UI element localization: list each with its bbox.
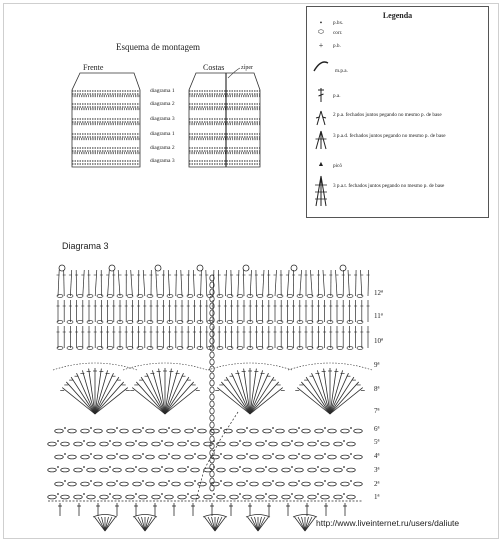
chart-title: Diagrama 3	[62, 241, 109, 251]
row-label: 9ª	[374, 361, 380, 369]
assembly-title: Esquema de montagem	[116, 42, 200, 52]
diagram-label: diagrama 2	[150, 145, 175, 151]
legend-label: p.bx.	[333, 20, 344, 26]
row-label: 10ª	[374, 337, 383, 345]
zipper-label: zíper	[241, 65, 253, 71]
row-label: 7ª	[374, 407, 380, 415]
row-label: 8ª	[374, 385, 380, 393]
legend-label: 3 p.a.t. fechados juntos pegando no mesmo p. de base	[333, 183, 445, 189]
legend-label: picô	[333, 163, 342, 169]
diagram-label: diagrama 1	[150, 88, 175, 94]
watermark: http://www.liveinternet.ru/users/daliute	[316, 518, 460, 528]
row-label: 2ª	[374, 480, 380, 488]
back-label: Costas	[203, 63, 225, 72]
chain-oval-icon: ⬭	[318, 28, 324, 36]
legend-label: corr.	[333, 30, 343, 36]
plus-icon: +	[318, 41, 324, 50]
front-label: Frente	[83, 63, 104, 72]
legend-label: p.b.	[333, 43, 341, 49]
row-label: 4ª	[374, 452, 380, 460]
legend-title: Legenda	[382, 11, 413, 20]
row-label: 5ª	[374, 438, 380, 446]
row-label: 1ª	[374, 493, 380, 501]
diagram-label: diagrama 1	[150, 131, 175, 137]
row-label: 6ª	[374, 425, 380, 433]
row-label: 12ª	[374, 289, 383, 297]
dot-icon: •	[319, 19, 323, 27]
row-label: 11ª	[374, 312, 383, 320]
legend-label: 2 p.a. fechados juntos pegando no mesmo p. de base	[333, 112, 442, 118]
row-label: 3ª	[374, 466, 380, 474]
diagram-label: diagrama 3	[150, 116, 175, 122]
picot-icon: ▲	[317, 160, 325, 168]
diagram-label: diagrama 2	[150, 101, 175, 107]
legend-label: p.a.	[333, 93, 341, 99]
diagram-label: diagrama 3	[150, 158, 175, 164]
legend-label: 3 p.a.d. fechados juntos pegando no mesmo p. de base	[333, 133, 446, 139]
legend-label: m.p.a.	[335, 68, 348, 74]
